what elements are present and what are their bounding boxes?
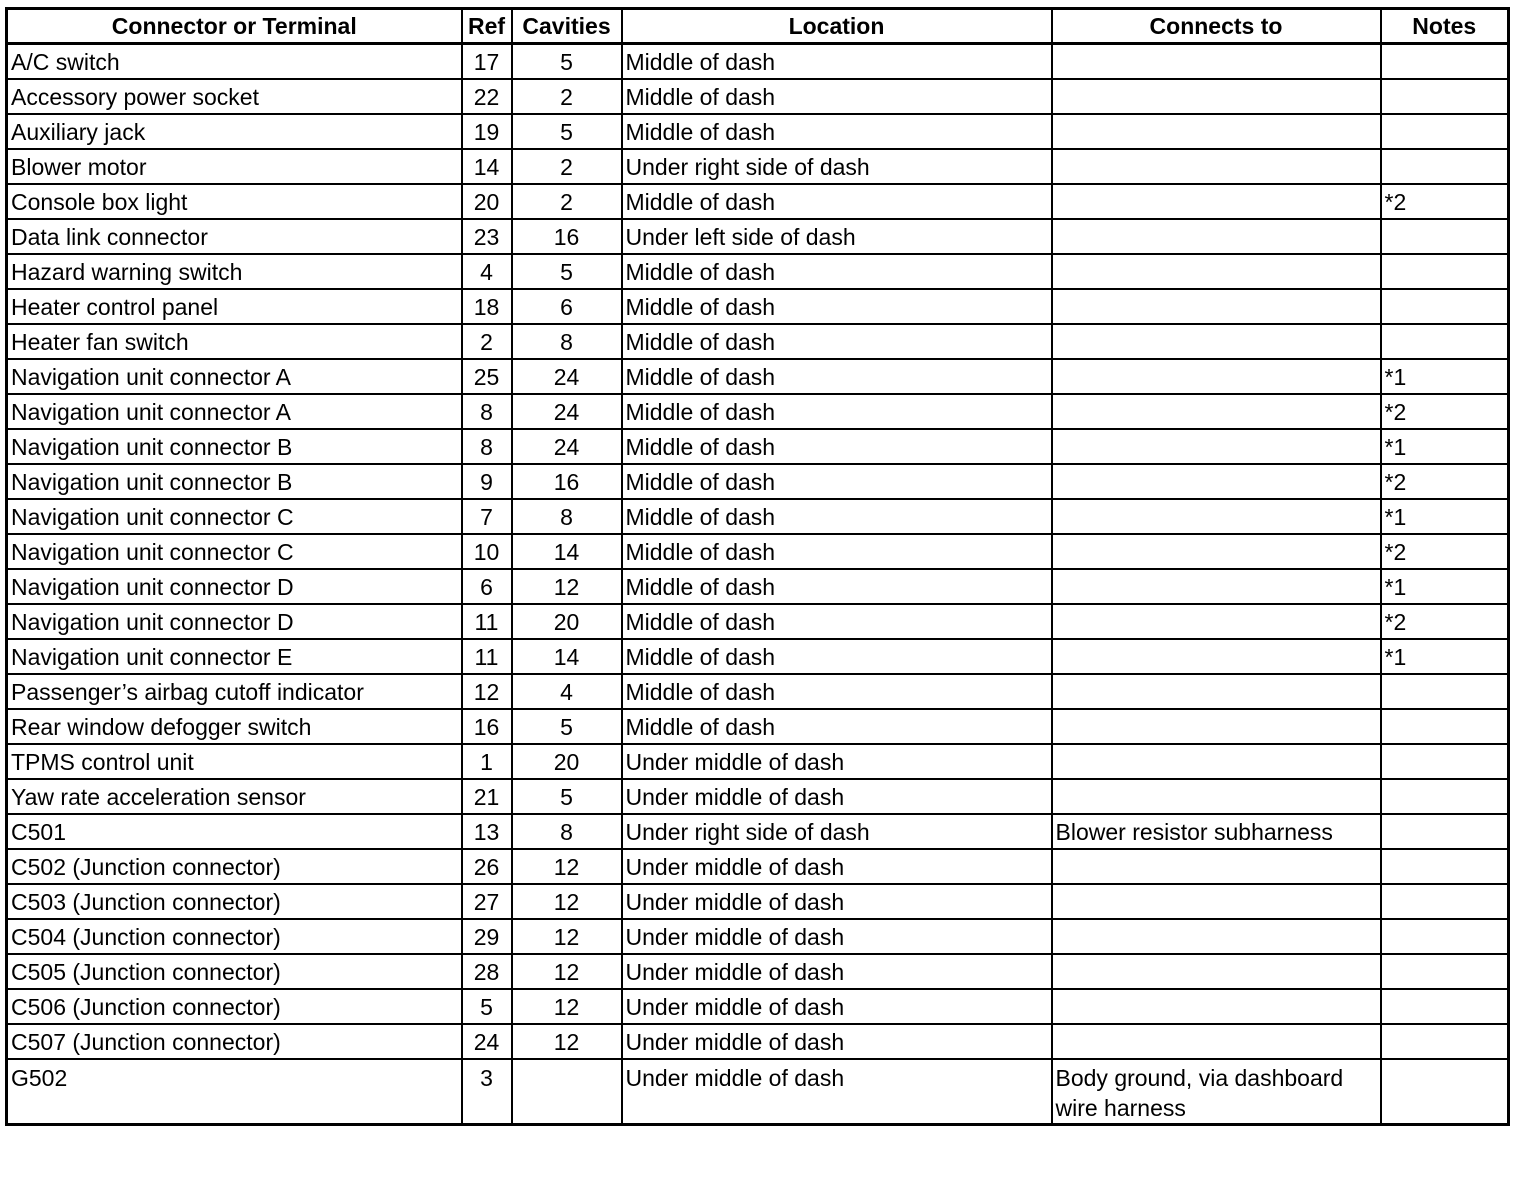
connector-cell: Navigation unit connector A (7, 359, 462, 394)
location-cell: Under left side of dash (622, 219, 1052, 254)
table-row (7, 464, 1509, 499)
connects-to-cell (1052, 884, 1381, 919)
cavities-cell: 5 (512, 779, 622, 814)
ref-cell: 11 (462, 639, 512, 674)
ref-cell: 22 (462, 79, 512, 114)
notes-cell (1381, 814, 1509, 849)
notes-cell (1381, 884, 1509, 919)
table-row (7, 639, 1509, 674)
table-row (7, 849, 1509, 884)
location-cell: Under middle of dash (622, 1059, 1052, 1125)
connects-to-cell: Body ground, via dashboard wire harness (1052, 1059, 1381, 1125)
notes-cell (1381, 709, 1509, 744)
notes-cell (1381, 989, 1509, 1024)
connector-cell: Navigation unit connector C (7, 499, 462, 534)
location-cell: Under middle of dash (622, 849, 1052, 884)
cavities-cell: 14 (512, 534, 622, 569)
ref-cell: 8 (462, 394, 512, 429)
connects-to-cell (1052, 744, 1381, 779)
location-cell: Under middle of dash (622, 989, 1052, 1024)
table-row (7, 324, 1509, 359)
cavities-cell: 24 (512, 394, 622, 429)
table-row (7, 919, 1509, 954)
table-row (7, 954, 1509, 989)
connects-to-cell (1052, 289, 1381, 324)
notes-cell: *1 (1381, 359, 1509, 394)
notes-cell: *1 (1381, 499, 1509, 534)
cavities-cell: 8 (512, 499, 622, 534)
location-cell: Middle of dash (622, 429, 1052, 464)
connects-to-cell (1052, 429, 1381, 464)
notes-cell (1381, 219, 1509, 254)
ref-cell: 5 (462, 989, 512, 1024)
table-row (7, 989, 1509, 1024)
connects-to-cell (1052, 989, 1381, 1024)
connector-cell: Navigation unit connector D (7, 604, 462, 639)
table-row (7, 534, 1509, 569)
connector-cell: Hazard warning switch (7, 254, 462, 289)
table-row (7, 744, 1509, 779)
connector-cell: C505 (Junction connector) (7, 954, 462, 989)
connector-cell: C504 (Junction connector) (7, 919, 462, 954)
notes-cell: *2 (1381, 394, 1509, 429)
table-row (7, 814, 1509, 849)
connector-table (5, 7, 1510, 1126)
connector-cell: Heater control panel (7, 289, 462, 324)
notes-cell (1381, 44, 1509, 80)
table-row (7, 499, 1509, 534)
location-cell: Under right side of dash (622, 149, 1052, 184)
ref-cell: 17 (462, 44, 512, 80)
table-row (7, 604, 1509, 639)
notes-cell (1381, 1024, 1509, 1059)
table-row (7, 709, 1509, 744)
ref-cell: 4 (462, 254, 512, 289)
ref-cell: 18 (462, 289, 512, 324)
notes-cell: *1 (1381, 429, 1509, 464)
notes-cell (1381, 254, 1509, 289)
connects-to-cell (1052, 44, 1381, 80)
notes-cell (1381, 324, 1509, 359)
location-cell: Under middle of dash (622, 1024, 1052, 1059)
notes-cell (1381, 79, 1509, 114)
cavities-cell: 6 (512, 289, 622, 324)
ref-cell: 29 (462, 919, 512, 954)
ref-cell: 9 (462, 464, 512, 499)
table-row (7, 184, 1509, 219)
connects-to-cell (1052, 639, 1381, 674)
header-connects-to: Connects to (1052, 9, 1381, 44)
header-cavities: Cavities (512, 9, 622, 44)
cavities-cell: 24 (512, 429, 622, 464)
location-cell: Middle of dash (622, 674, 1052, 709)
table-row (7, 254, 1509, 289)
location-cell: Middle of dash (622, 394, 1052, 429)
location-cell: Under right side of dash (622, 814, 1052, 849)
cavities-cell: 12 (512, 989, 622, 1024)
cavities-cell: 2 (512, 184, 622, 219)
cavities-cell: 12 (512, 884, 622, 919)
connector-cell: Accessory power socket (7, 79, 462, 114)
table-row (7, 359, 1509, 394)
header-connector: Connector or Terminal (7, 9, 462, 44)
location-cell: Under middle of dash (622, 919, 1052, 954)
connector-cell: C506 (Junction connector) (7, 989, 462, 1024)
notes-cell (1381, 149, 1509, 184)
ref-cell: 21 (462, 779, 512, 814)
ref-cell: 19 (462, 114, 512, 149)
ref-cell: 3 (462, 1059, 512, 1125)
cavities-cell (512, 1059, 622, 1125)
ref-cell: 7 (462, 499, 512, 534)
ref-cell: 6 (462, 569, 512, 604)
connector-cell: Navigation unit connector C (7, 534, 462, 569)
ref-cell: 14 (462, 149, 512, 184)
ref-cell: 2 (462, 324, 512, 359)
table-row (7, 149, 1509, 184)
location-cell: Middle of dash (622, 639, 1052, 674)
connects-to-cell (1052, 184, 1381, 219)
connector-cell: Heater fan switch (7, 324, 462, 359)
connects-to-cell (1052, 149, 1381, 184)
cavities-cell: 20 (512, 744, 622, 779)
ref-cell: 24 (462, 1024, 512, 1059)
location-cell: Middle of dash (622, 289, 1052, 324)
connects-to-cell (1052, 394, 1381, 429)
connects-to-cell (1052, 219, 1381, 254)
table-row (7, 289, 1509, 324)
cavities-cell: 5 (512, 114, 622, 149)
ref-cell: 10 (462, 534, 512, 569)
connects-to-cell (1052, 849, 1381, 884)
location-cell: Middle of dash (622, 254, 1052, 289)
cavities-cell: 2 (512, 149, 622, 184)
connects-to-cell (1052, 324, 1381, 359)
notes-cell: *2 (1381, 604, 1509, 639)
location-cell: Middle of dash (622, 184, 1052, 219)
cavities-cell: 8 (512, 324, 622, 359)
header-notes: Notes (1381, 9, 1509, 44)
notes-cell (1381, 289, 1509, 324)
connects-to-cell (1052, 674, 1381, 709)
table-row (7, 394, 1509, 429)
table-row (7, 569, 1509, 604)
connector-cell: Data link connector (7, 219, 462, 254)
cavities-cell: 8 (512, 814, 622, 849)
cavities-cell: 2 (512, 79, 622, 114)
location-cell: Middle of dash (622, 569, 1052, 604)
connects-to-cell (1052, 1024, 1381, 1059)
cavities-cell: 16 (512, 464, 622, 499)
connector-cell: A/C switch (7, 44, 462, 80)
connector-cell: Auxiliary jack (7, 114, 462, 149)
location-cell: Middle of dash (622, 604, 1052, 639)
ref-cell: 12 (462, 674, 512, 709)
connects-to-cell (1052, 919, 1381, 954)
location-cell: Middle of dash (622, 79, 1052, 114)
cavities-cell: 5 (512, 44, 622, 80)
cavities-cell: 5 (512, 254, 622, 289)
table-row (7, 429, 1509, 464)
location-cell: Middle of dash (622, 114, 1052, 149)
location-cell: Middle of dash (622, 534, 1052, 569)
connects-to-cell (1052, 954, 1381, 989)
notes-cell (1381, 779, 1509, 814)
connector-cell: Navigation unit connector B (7, 464, 462, 499)
connector-cell: Yaw rate acceleration sensor (7, 779, 462, 814)
location-cell: Middle of dash (622, 709, 1052, 744)
ref-cell: 20 (462, 184, 512, 219)
notes-cell: *1 (1381, 569, 1509, 604)
cavities-cell: 5 (512, 709, 622, 744)
connects-to-cell: Blower resistor subharness (1052, 814, 1381, 849)
location-cell: Middle of dash (622, 464, 1052, 499)
notes-cell (1381, 674, 1509, 709)
table-row (7, 884, 1509, 919)
table-row (7, 114, 1509, 149)
connector-cell: C503 (Junction connector) (7, 884, 462, 919)
header-ref: Ref (462, 9, 512, 44)
ref-cell: 16 (462, 709, 512, 744)
cavities-cell: 12 (512, 569, 622, 604)
cavities-cell: 12 (512, 849, 622, 884)
connects-to-cell (1052, 359, 1381, 394)
connector-cell: Console box light (7, 184, 462, 219)
connector-cell: Navigation unit connector A (7, 394, 462, 429)
notes-cell (1381, 954, 1509, 989)
connects-to-cell (1052, 114, 1381, 149)
location-cell: Middle of dash (622, 44, 1052, 80)
connector-cell: C507 (Junction connector) (7, 1024, 462, 1059)
connects-to-cell (1052, 779, 1381, 814)
connector-cell: C502 (Junction connector) (7, 849, 462, 884)
location-cell: Middle of dash (622, 359, 1052, 394)
connector-cell: TPMS control unit (7, 744, 462, 779)
connector-cell: Navigation unit connector B (7, 429, 462, 464)
table-row (7, 674, 1509, 709)
cavities-cell: 12 (512, 1024, 622, 1059)
connects-to-cell (1052, 534, 1381, 569)
connects-to-cell (1052, 499, 1381, 534)
location-cell: Middle of dash (622, 499, 1052, 534)
notes-cell (1381, 849, 1509, 884)
connector-cell: Passenger’s airbag cutoff indicator (7, 674, 462, 709)
location-cell: Under middle of dash (622, 884, 1052, 919)
notes-cell (1381, 919, 1509, 954)
notes-cell (1381, 114, 1509, 149)
connector-cell: G502 (7, 1059, 462, 1125)
location-cell: Under middle of dash (622, 779, 1052, 814)
notes-cell: *2 (1381, 184, 1509, 219)
table-body (7, 44, 1509, 1125)
notes-cell (1381, 744, 1509, 779)
header-location: Location (622, 9, 1052, 44)
notes-cell (1381, 1059, 1509, 1125)
connector-cell: Navigation unit connector D (7, 569, 462, 604)
connects-to-cell (1052, 254, 1381, 289)
ref-cell: 13 (462, 814, 512, 849)
cavities-cell: 16 (512, 219, 622, 254)
ref-cell: 8 (462, 429, 512, 464)
connects-to-cell (1052, 604, 1381, 639)
ref-cell: 28 (462, 954, 512, 989)
ref-cell: 25 (462, 359, 512, 394)
connector-cell: Navigation unit connector E (7, 639, 462, 674)
connects-to-cell (1052, 79, 1381, 114)
notes-cell: *2 (1381, 534, 1509, 569)
connector-cell: Rear window defogger switch (7, 709, 462, 744)
cavities-cell: 14 (512, 639, 622, 674)
notes-cell: *2 (1381, 464, 1509, 499)
cavities-cell: 12 (512, 954, 622, 989)
ref-cell: 1 (462, 744, 512, 779)
cavities-cell: 24 (512, 359, 622, 394)
ref-cell: 27 (462, 884, 512, 919)
connector-cell: C501 (7, 814, 462, 849)
location-cell: Middle of dash (622, 324, 1052, 359)
table-row (7, 44, 1509, 80)
notes-cell: *1 (1381, 639, 1509, 674)
connector-cell: Blower motor (7, 149, 462, 184)
connects-to-cell (1052, 464, 1381, 499)
table-row (7, 79, 1509, 114)
table-header-row (7, 9, 1509, 44)
ref-cell: 23 (462, 219, 512, 254)
connects-to-cell (1052, 709, 1381, 744)
table-row (7, 1024, 1509, 1059)
cavities-cell: 4 (512, 674, 622, 709)
ref-cell: 26 (462, 849, 512, 884)
location-cell: Under middle of dash (622, 744, 1052, 779)
location-cell: Under middle of dash (622, 954, 1052, 989)
cavities-cell: 12 (512, 919, 622, 954)
table-row (7, 1059, 1509, 1125)
ref-cell: 11 (462, 604, 512, 639)
table-row (7, 219, 1509, 254)
connects-to-cell (1052, 569, 1381, 604)
cavities-cell: 20 (512, 604, 622, 639)
table-row (7, 779, 1509, 814)
